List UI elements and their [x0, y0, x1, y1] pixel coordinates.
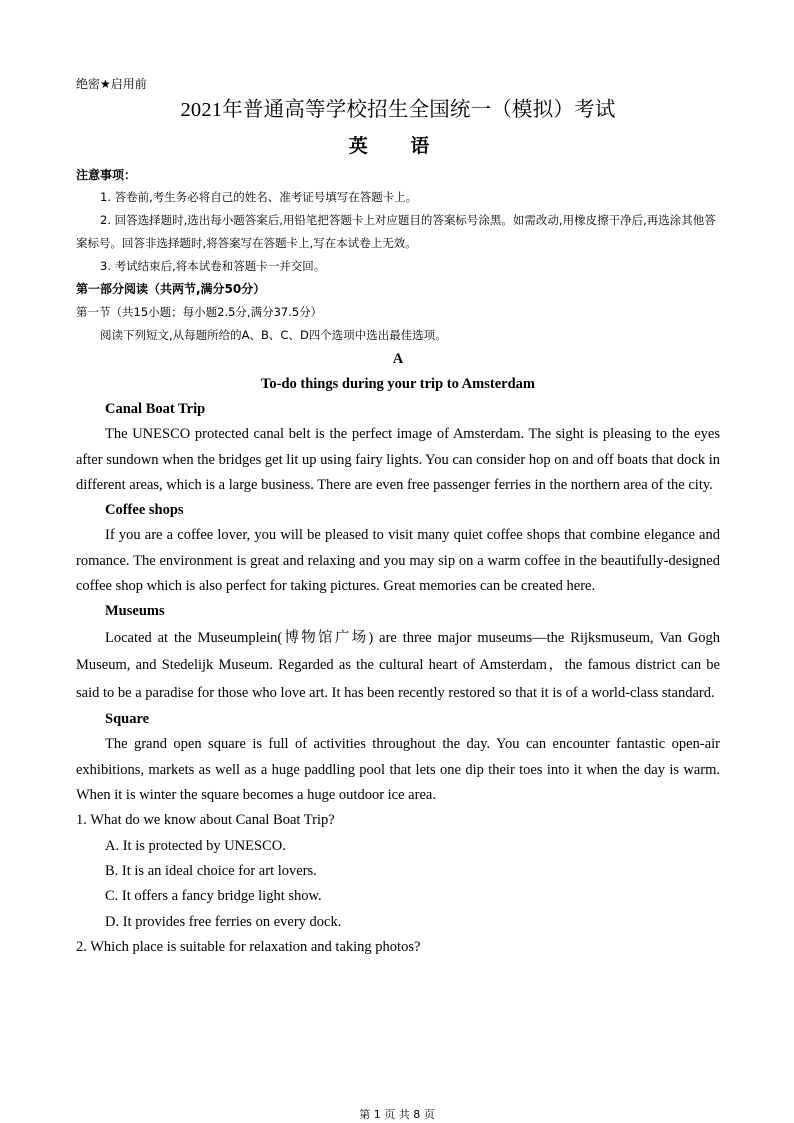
exam-page: [76, 74, 720, 960]
notice-item-3: 3. 考试结束后,将本试卷和答题卡一并交回。: [100, 259, 326, 273]
exam-title: 2021年普通高等学校招生全国统一（模拟）考试: [180, 99, 616, 121]
question-1-option-b: B. It is an ideal choice for art lovers.: [105, 862, 317, 879]
notice-item-2: 2. 回答选择题时,选出每小题答案后,用铅笔把答题卡上对应题目的答案标号涂黑。如需改动,用橡皮擦干净后,再选涂其他答案标号。回答非选择题时,将答案写在答题卡上,写在本试卷上无效。: [76, 213, 716, 250]
section-heading: 第一节（共15小题；每小题2.5分,满分37.5分）: [76, 305, 323, 319]
question-2-stem: 2. Which place is suitable for relaxation and taking photos?: [76, 938, 421, 955]
section-heading-square: Square: [105, 711, 150, 728]
instruction: 阅读下列短文,从每题所给的A、B、C、D四个选项中选出最佳选项。: [100, 328, 447, 342]
question-1-option-c: C. It offers a fancy bridge light show.: [105, 888, 322, 905]
paragraph-coffee: If you are a coffee lover, you will be pleased to visit many quiet coffee shops that combine elegance and romance. The environment is great and relaxing and you may sip on a warm coffee in the beautifully-designed coffee shop which is also perfect for taking pictures. Great memories can be created here.: [76, 527, 720, 595]
confidential-label: 绝密★启用前: [76, 77, 147, 91]
passage-letter: A: [392, 351, 404, 367]
paragraph-canal: The UNESCO protected canal belt is the perfect image of Amsterdam. The sight is pleasing to the eyes after sundown when the bridges get lit up using fairy lights. You can consider hop on and off boats that dock in different areas, which is a large business. There are even free passenger ferries in the northern area of the city.: [76, 426, 720, 493]
question-1-option-d: D. It provides free ferries on every dock.: [105, 913, 342, 930]
page-footer: 第 1 页 共 8 页: [359, 1108, 435, 1121]
paragraph-square: The grand open square is full of activities throughout the day. You can encounter fantastic open-air exhibitions, markets as well as a huge paddling pool that lets one dip their toes into it when the day is warm. When it is winter the square becomes a huge outdoor ice area.: [76, 736, 720, 804]
paragraph-museums: Located at the Museumplein(博物馆广场) are three major museums—the Rijksmuseum, Van Gogh Museum, and Stedelijk Museum. Regarded as the cultural heart of Amsterdam，the famous district can be said to be a paradise for those who love art. It has been recently restored so that it is of a world-class standard.: [76, 629, 720, 701]
part-heading: 第一部分阅读（共两节,满分50分）: [76, 282, 266, 296]
section-heading-canal: Canal Boat Trip: [105, 401, 206, 417]
section-heading-coffee: Coffee shops: [105, 502, 184, 519]
question-1-stem: 1. What do we know about Canal Boat Trip?: [76, 812, 335, 829]
section-heading-museums: Museums: [105, 603, 165, 620]
passage-title: To-do things during your trip to Amsterdam: [261, 376, 535, 392]
subject-title: 英 语: [348, 135, 448, 157]
notice-heading: 注意事项：: [76, 168, 137, 182]
notice-item-1: 1. 答卷前,考生务必将自己的姓名、准考证号填写在答题卡上。: [100, 190, 418, 204]
question-1-option-a: A. It is protected by UNESCO.: [105, 837, 286, 854]
